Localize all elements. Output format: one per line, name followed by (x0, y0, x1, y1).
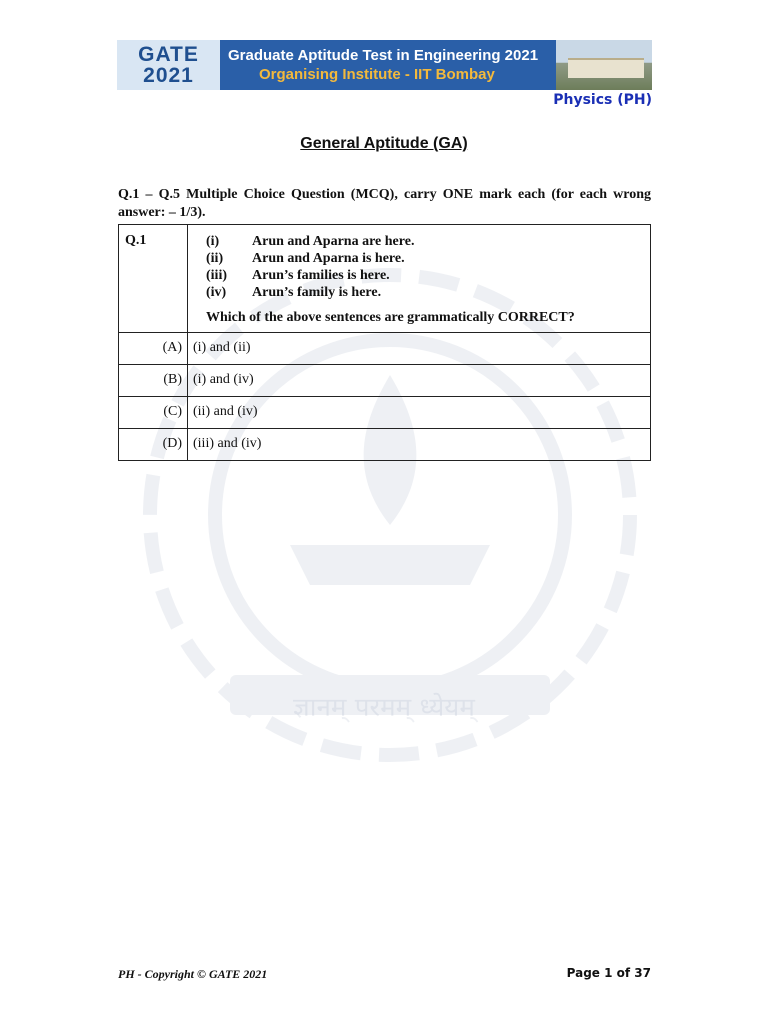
statement-text: Arun and Aparna are here. (252, 234, 415, 249)
option-label: (B) (119, 365, 188, 397)
question-prompt: Which of the above sentences are grammatically CORRECT? (206, 310, 575, 325)
gate-logo (117, 40, 220, 90)
option-text: (ii) and (iv) (188, 397, 651, 429)
subject-label: Physics (PH) (553, 92, 652, 108)
question-body (188, 225, 651, 333)
instructions: Q.1 – Q.5 Multiple Choice Question (MCQ), carry ONE mark each (for each wrong answer: – 1/3). (118, 187, 651, 220)
statement (206, 250, 638, 267)
option-text: (iii) and (iv) (188, 429, 651, 461)
campus-photo (556, 40, 652, 90)
page-number: Page 1 of 37 (566, 966, 651, 980)
option-text: (i) and (ii) (188, 333, 651, 365)
section-title: General Aptitude (GA) (300, 135, 468, 152)
statement-text: Arun and Aparna is here. (252, 251, 405, 266)
banner-subtitle: Organising Institute - IIT Bombay (259, 66, 495, 83)
option-label: (C) (119, 397, 188, 429)
option-label: (A) (119, 333, 188, 365)
statement (206, 233, 638, 250)
logo-year: 2021 (143, 64, 194, 87)
question-number: Q.1 (119, 225, 188, 333)
gate-banner (117, 40, 652, 90)
statement-text: Arun’s family is here. (252, 285, 382, 300)
statement-number: (ii) (206, 251, 224, 266)
footer-copyright: PH - Copyright © GATE 2021 (118, 967, 268, 981)
question-table (118, 224, 651, 461)
statement-number: (i) (206, 234, 220, 249)
option-row (119, 429, 651, 461)
statement-number: (iv) (206, 285, 227, 300)
option-text: (i) and (iv) (188, 365, 651, 397)
watermark-motto: ज्ञानम् परमम् ध्येयम् (293, 693, 475, 723)
statement-number: (iii) (206, 268, 227, 283)
statement-text: Arun’s families is here. (252, 268, 390, 283)
question-row (119, 225, 651, 333)
option-row (119, 397, 651, 429)
option-row (119, 365, 651, 397)
option-row (119, 333, 651, 365)
statement (206, 267, 638, 284)
logo-word: GATE (138, 43, 199, 66)
option-label: (D) (119, 429, 188, 461)
banner-title: Graduate Aptitude Test in Engineering 2021 (228, 47, 539, 64)
banner-text (220, 40, 556, 90)
statement (206, 284, 638, 301)
